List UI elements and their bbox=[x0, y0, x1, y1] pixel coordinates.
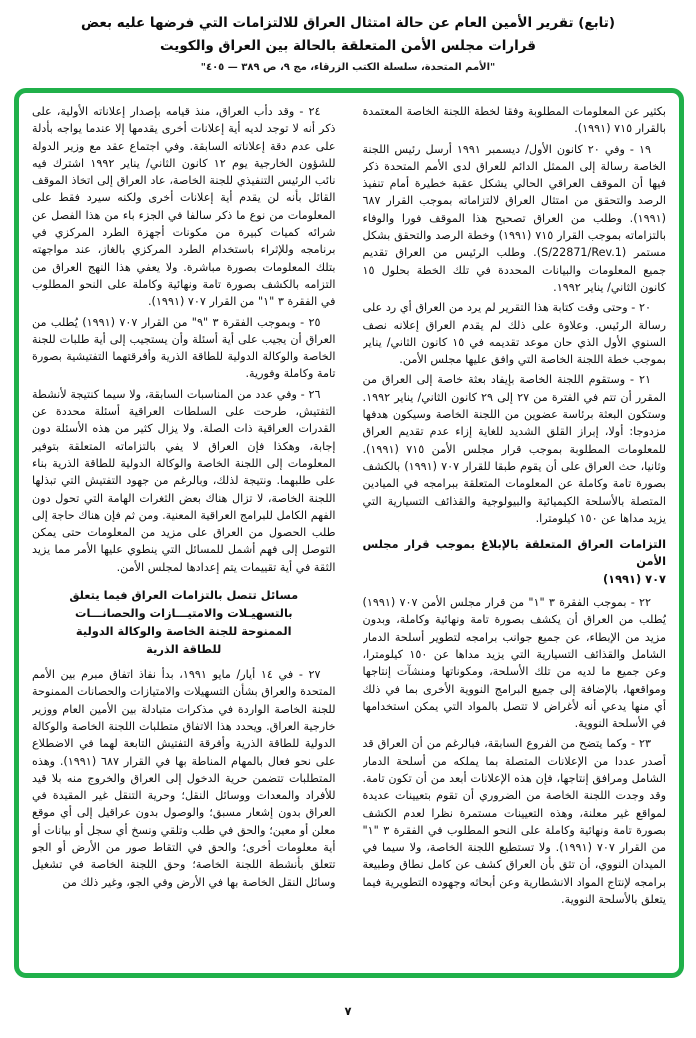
section-heading-privileges-immunities bbox=[32, 586, 336, 658]
page-number: ٧ bbox=[344, 1004, 352, 1018]
section-heading-line-2: بالتسهيـلات والامتيـــازات والحصانـــات bbox=[75, 606, 293, 621]
two-column-text-body bbox=[32, 103, 666, 967]
section-heading-line-4: للطاقة الذرية bbox=[146, 642, 222, 657]
paragraph-19: ١٩ - وفي ٢٠ كانون الأول/ ديسمبر ١٩٩١ أرسل رئيس اللجنة الخاصة رسالة إلى الممثل الدائم للعراق لدى الأمم المتحدة ذكر فيها أن الموقف العراقي الحالي يشكل عقبة خطيرة أمام تنفيذ الرصد والتحقق من امتثال العراق لالتزاماته بموجب القرار ٦٨٧ (١٩٩١). وطلب من العراق تصحيح هذا الموقف فورا والوفاء بالتزاماته بموجب القرار ٧١٥ (١٩٩١) وخطة الرصد والتحقق بشكل مستمر (S/22871/Rev.1). وطلب الرئيس من العراق تقديم جميع المعلومات والبيانات المحددة في تلك الخطة بحلول ١٥ كانون الثاني/ يناير ١٩٩٢. bbox=[362, 142, 666, 294]
paragraph-21: ٢١ - وستقوم اللجنة الخاصة بإيفاد بعثة خاصة إلى العراق من المقرر أن تتم في الفترة من ٢٧ إلى ٢٩ كانون الثاني/ يناير ١٩٩٢. وستكون البعثة برئاسة عضوين من اللجنة الخاصة وسيكون هدفها مزدوجا: أولا، إبراز القلق الشديد للغاية إزاء عدم تقديم العراق للمعلومات المطلوبة بموجب قرار مجلس الأمن ٧١٥ (١٩٩١). وثانيا، حث العراق على أن يقوم طبقا للقرار ٧٠٧ (١٩٩١) بالكشف بصورة تامة وكاملة عن المعلومات المتعلقة ببرامجه في الميادين المتصلة بالأسلحة الكيميائية والبيولوجية والقذائف التسيارية التي يزيد مداها عن ١٥٠ كيلومترا. bbox=[362, 373, 666, 525]
section-heading-line-1: التزامات العراق المتعلقة بالإبلاغ بموجب قرار مجلس الأمن bbox=[362, 537, 666, 569]
page-footer bbox=[0, 1004, 696, 1018]
paragraph-26: ٢٦ - وفي عدد من المناسبات السابقة، ولا سيما كنتيجة لأنشطة التفتيش، طرحت على السلطات العراقية أسئلة محددة عن القدرات العراقية ذات الصلة. ولا يزال كثير من هذه الأسئلة دون إجابة، وهكذا فإن العراق لا يفي بالتزاماته المتعلقة بتوفير المعلومات إلى اللجنة الخاصة والوكالة الدولية للطاقة الذرية بناء على طلبهما. ونتيجة لذلك، وبالرغم من جهود التفتيش التي تبذلها اللجنة الخاصة، لا تزال هناك بعض الثغرات الهامة التي تحول دون الفهم الكامل للبرامج العراقية المعنية. ومن ثم فإن هناك حاجة إلى طلب الحصول من العراق على مزيد من المعلومات حتى يمكن التوصل إلى فهم أشمل للمسائل التي ينطوي عليها الأمر مما يزيد الثقة في أية تقييمات يتم إعدادها لمجلس الأمن. bbox=[32, 387, 336, 574]
header-title-line-1: (تابع) تقرير الأمين العام عن حالة امتثال العراق للالتزامات التي فرضها عليه بعض bbox=[80, 15, 615, 31]
section-heading-reporting-obligations bbox=[363, 536, 667, 588]
paragraph-27: ٢٧ - في ١٤ أيار/ مايو ١٩٩١، بدأ نفاذ اتفاق مبرم بين الأمم المتحدة والعراق بشأن التسهيلات والامتيازات والحصانات الممنوحة للجنة الخاصة الواردة في مذكرات متبادلة بين الأمين العام ووزير خارجية العراق. ويحدد هذا الاتفاق متطلبات اللجنة الخاصة والوكالة الدولية للطاقة الذرية وأفرقة التفتيش التابعة لهما في الاضطلاع على نحو فعال بالمهام المناطة بها في القرار ٦٨٧ (١٩٩١). وهذه المتطلبات تتضمن حرية الدخول إلى العراق والخروج منه بلا قيد للأفراد والمعدات ووسائل النقل؛ وحرية التنقل غير المقيدة في العراق بدون إشعار مسبق؛ والوصول بدون عراقيل إلى أي موقع معلن أو معين؛ والحق في طلب وتلقي ونسخ أي سجل أو بيانات أو أية معلومات أخرى؛ والحق في التقاط صور من الأرض أو الجو تتعلق بأنشطة اللجنة الخاصة؛ وحق اللجنة الخاصة في تشغيل وسائل النقل الخاصة بها في الأرض وفي الجو، وغير ذلك من bbox=[32, 668, 336, 889]
paragraph-22: ٢٢ - بموجب الفقرة ٣ "١" من قرار مجلس الأمن ٧٠٧ (١٩٩١) يُطلب من العراق أن يكشف بصورة تامة ونهائية وكاملة، وبدون مزيد من الإبطاء، عن جميع جوانب برامجه لتطوير أسلحة الدمار الشامل والقذائف التسيارية التي يزيد مداها عن ١٥٠ كيلومترا، وعن جميع ما لديه من تلك الأسلحة، ومكوناتها ومنشآت إنتاجها ومواقعها، بالإضافة إلى جميع البرامج النووية الأخرى بما في ذلك أي منها يدعي أنه لأغراض لا تتصل بالمواد التي يمكن استخدامها في الأسلحة النووية. bbox=[362, 596, 666, 731]
section-heading-line-1: مسائل تتصل بالتزامات العراق فيما يتعلق bbox=[69, 588, 299, 603]
paragraph-continuation: بكثير عن المعلومات المطلوبة وفقا لخطة اللجنة الخاصة المعتمدة بالقرار ٧١٥ (١٩٩١). bbox=[362, 105, 666, 136]
header-source-line: "الأمم المتحدة، سلسلة الكتب الزرقاء، مج ٩، ص ٣٨٩ — ٤٠٥" bbox=[200, 62, 496, 73]
paragraph-25: ٢٥ - وبموجب الفقرة ٣ "٩" من القرار ٧٠٧ (١٩٩١) يُطلب من العراق أن يجيب على أية أسئلة وأن يستجيب إلى أية طلبات للجنة الخاصة والوكالة الدولية للطاقة الذرية وأفرقتهما التفتيشية بصورة تامة وكاملة وفورية. bbox=[32, 315, 336, 381]
paragraph-24: ٢٤ - وقد دأب العراق، منذ قيامه بإصدار إعلاناته الأولية، على ذكر أنه لا توجد لديه أية إعلانات أخرى يقدمها إلا عندما يواجه بأدلة على عدم دقة إعلاناته السابقة. وفي اجتماع عقد مع وزير الدولة للشؤون الخارجية يوم ١٢ كانون الثاني/ يناير ١٩٩٢ اشترك فيه نائب الرئيس التنفيذي للجنة الخاصة، عاد العراق إلى اتخاذ الموقف القائل بأنه لن يقدم أية إعلانات أخرى ولكنه سيرد فقط على المعلومات من نوع ما ذكر سالفا في الجزء باء من هذا الفصل عن شرائه كميات كبيرة من مكونات أجهزة الطرد المركزي في برنامجه وللإثراء باستخدام الطرد المركزي بالغاز، عند مواجهته بتلك المعلومات بصورة مباشرة. ولا يعفي هذا النهج العراق من التزامه بالكشف بصورة تامة ونهائية وكاملة على النحو المطلوب في الفقرة ٣ "١" من القرار ٧٠٧ (١٩٩١). bbox=[32, 105, 336, 309]
column-right bbox=[363, 103, 667, 967]
column-left bbox=[32, 103, 336, 967]
paragraph-23: ٢٣ - وكما يتضح من الفروع السابقة، فبالرغم من أن العراق قد أصدر عددا من الإعلانات المتصلة بما يملكه من أسلحة الدمار الشامل ومرافق إنتاجها، فإن هذه الإعلانات أبعد من أن تكون تامة. وقد وجدت اللجنة الخاصة من الضروري أن تقوم بتعيينات عديدة لمواقع غير معلنة، وهذه التعيينات مستمرة نظرا لعدم الكشف بصورة تامة ونهائية وكاملة على النحو المطلوب في الفقرة ٣ "١" من القرار ٧٠٧ (١٩٩١). ولا تستطيع اللجنة الخاصة، ولا سيما في الميدان النووي، أن تثق بأن العراق كشف عن كامل نطاق وطبيعة برامجه لإنتاج المواد الانشطارية وعن أبحاثه وجهوده التطويرية فيما يتعلق بالأسلحة النووية. bbox=[362, 737, 666, 907]
highlight-box bbox=[14, 88, 684, 978]
paragraph-20: ٢٠ - وحتى وقت كتابة هذا التقرير لم يرد من العراق أي رد على رسالة الرئيس. وعلاوة على ذلك لم يقدم العراق إعلانه نصف السنوي الأول الذي حان موعد تقديمه في ١٥ كانون الثاني/ يناير بموجب خطة اللجنة الخاصة التي وافق عليها مجلس الأمن. bbox=[362, 301, 666, 367]
section-heading-line-2: ٧٠٧ (١٩٩١) bbox=[602, 571, 666, 586]
section-heading-line-3: الممنوحة للجنة الخاصة والوكالة الدولية bbox=[75, 624, 292, 639]
header-title-line-2: قرارات مجلس الأمن المتعلقة بالحالة بين العراق والكويت bbox=[159, 38, 537, 54]
document-header bbox=[0, 12, 696, 73]
